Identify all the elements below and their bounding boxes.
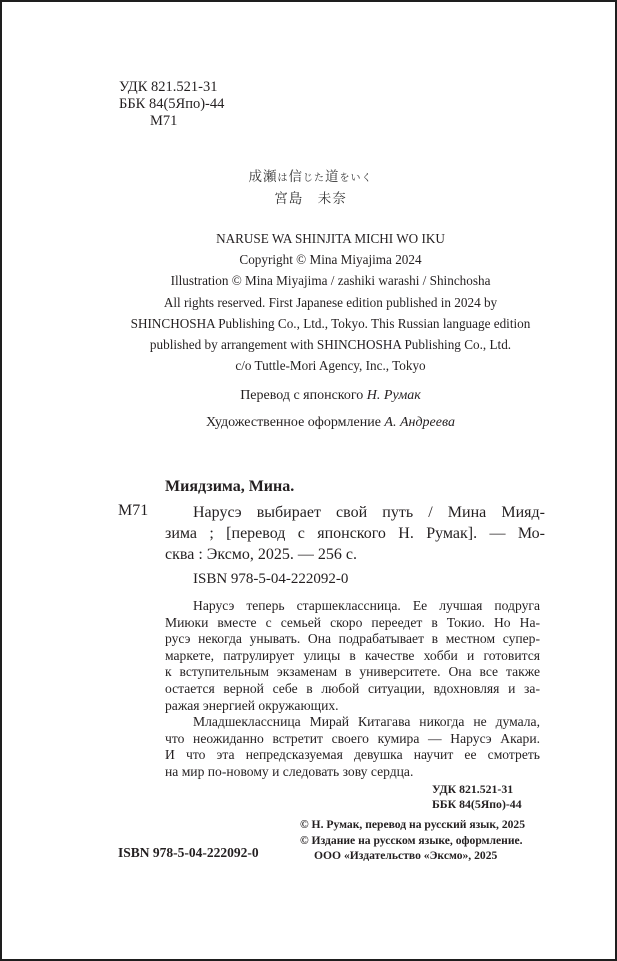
isbn-footer: ISBN 978-5-04-222092-0	[118, 845, 259, 860]
japanese-title	[2, 167, 617, 189]
udk-code: УДК 821.521-31	[432, 782, 514, 796]
copyright-footer	[300, 817, 525, 864]
edition-copyright: © Издание на русском языке, оформление.	[300, 833, 523, 847]
copyright-notice	[22, 228, 617, 376]
annotation-line: на мир по-новому и следовать зову сердца.	[165, 763, 414, 779]
bib-line: зима ; [перевод с японского Н. Румак]. — Мо-	[165, 525, 545, 542]
annotation-line: что неожиданно встретит своего кумира — Нарусэ Акари.	[165, 730, 540, 746]
bottom-classification	[432, 782, 522, 812]
bib-index: М71	[118, 502, 149, 519]
annotation-line: к вступительным экзаменам в университете. Она все также	[165, 664, 540, 680]
bib-author: Миядзима, Мина.	[165, 478, 295, 495]
author-index: М71	[150, 113, 178, 129]
copyright-line: c/o Tuttle-Mori Agency, Inc., Tokyo	[235, 358, 426, 374]
copyright-line: Copyright © Mina Miyajima 2024	[239, 252, 422, 268]
annotation-line: русэ некогда унывать. Она подрабатывает в местном супер-	[165, 631, 540, 647]
title-kana: た	[314, 173, 325, 184]
translation-copyright: © Н. Румак, перевод на русский язык, 2025	[300, 818, 526, 831]
bib-description	[165, 502, 545, 565]
title-kanji: 道	[325, 169, 340, 185]
japanese-title-block	[2, 167, 617, 210]
classification-block	[119, 79, 224, 130]
title-kana: い	[350, 173, 362, 184]
annotation-line: Нарусэ теперь старшеклассница. Ее лучшая подруга	[193, 598, 540, 613]
copyright-line: published by arrangement with SHINCHOSHA Publishing Co., Ltd.	[149, 337, 512, 353]
title-kana: じ	[303, 173, 314, 184]
annotation-line: остается верной себе в любой ситуации, вдохновляя и за-	[165, 680, 540, 696]
bib-line: Нарусэ выбирает свой путь / Мина Мияд-	[193, 504, 545, 521]
translator-name: Н. Румак	[366, 388, 421, 403]
bib-line: сква : Эксмо, 2025. — 256 с.	[165, 546, 358, 563]
annotation-line: Младшеклассница Мирай Китагава никогда не думала,	[193, 714, 540, 730]
original-title: NARUSE WA SHINJITA MICHI WO IKU	[216, 231, 445, 246]
copyright-line: Illustration © Mina Miyajima / zashiki warashi / Shinchosha	[170, 273, 491, 289]
bib-isbn: ISBN 978-5-04-222092-0	[193, 571, 349, 587]
udk-code: УДК 821.521-31	[119, 79, 218, 95]
copyright-line: All rights reserved. First Japanese edition published in 2024 by	[163, 294, 498, 310]
annotation	[165, 598, 540, 781]
credits-block	[22, 382, 617, 436]
annotation-line: маркете, патрулирует улицы в качестве хобби и готовится	[165, 647, 540, 663]
title-kanji: 成瀬	[248, 169, 278, 185]
translation-label: Перевод с японского	[240, 388, 364, 403]
bbk-code: ББК 84(5Япо)-44	[119, 96, 225, 112]
designer-name: А. Андреева	[384, 415, 455, 430]
annotation-line: И что эта непредсказуемая девушка научит ее смотреть	[165, 747, 540, 763]
title-kana: は	[277, 173, 289, 184]
japanese-author: 宮島 未奈	[274, 191, 347, 207]
title-kana: を	[339, 173, 351, 184]
publisher-copyright: ООО «Издательство «Эксмо», 2025	[314, 849, 498, 862]
copyright-line: SHINCHOSHA Publishing Co., Ltd., Tokyo. This Russian language edition	[130, 315, 531, 331]
design-credit	[22, 409, 617, 436]
translation-credit	[22, 382, 617, 409]
annotation-line: Миюки вместе с семьей скоро переедет в Токио. Но На-	[165, 614, 540, 630]
title-kanji: 信	[288, 169, 303, 185]
bbk-code: ББК 84(5Япо)-44	[432, 797, 522, 811]
design-label: Художественное оформление	[206, 415, 381, 430]
annotation-line: ражая энергией окружающих.	[165, 697, 339, 713]
title-kana: く	[361, 173, 373, 184]
